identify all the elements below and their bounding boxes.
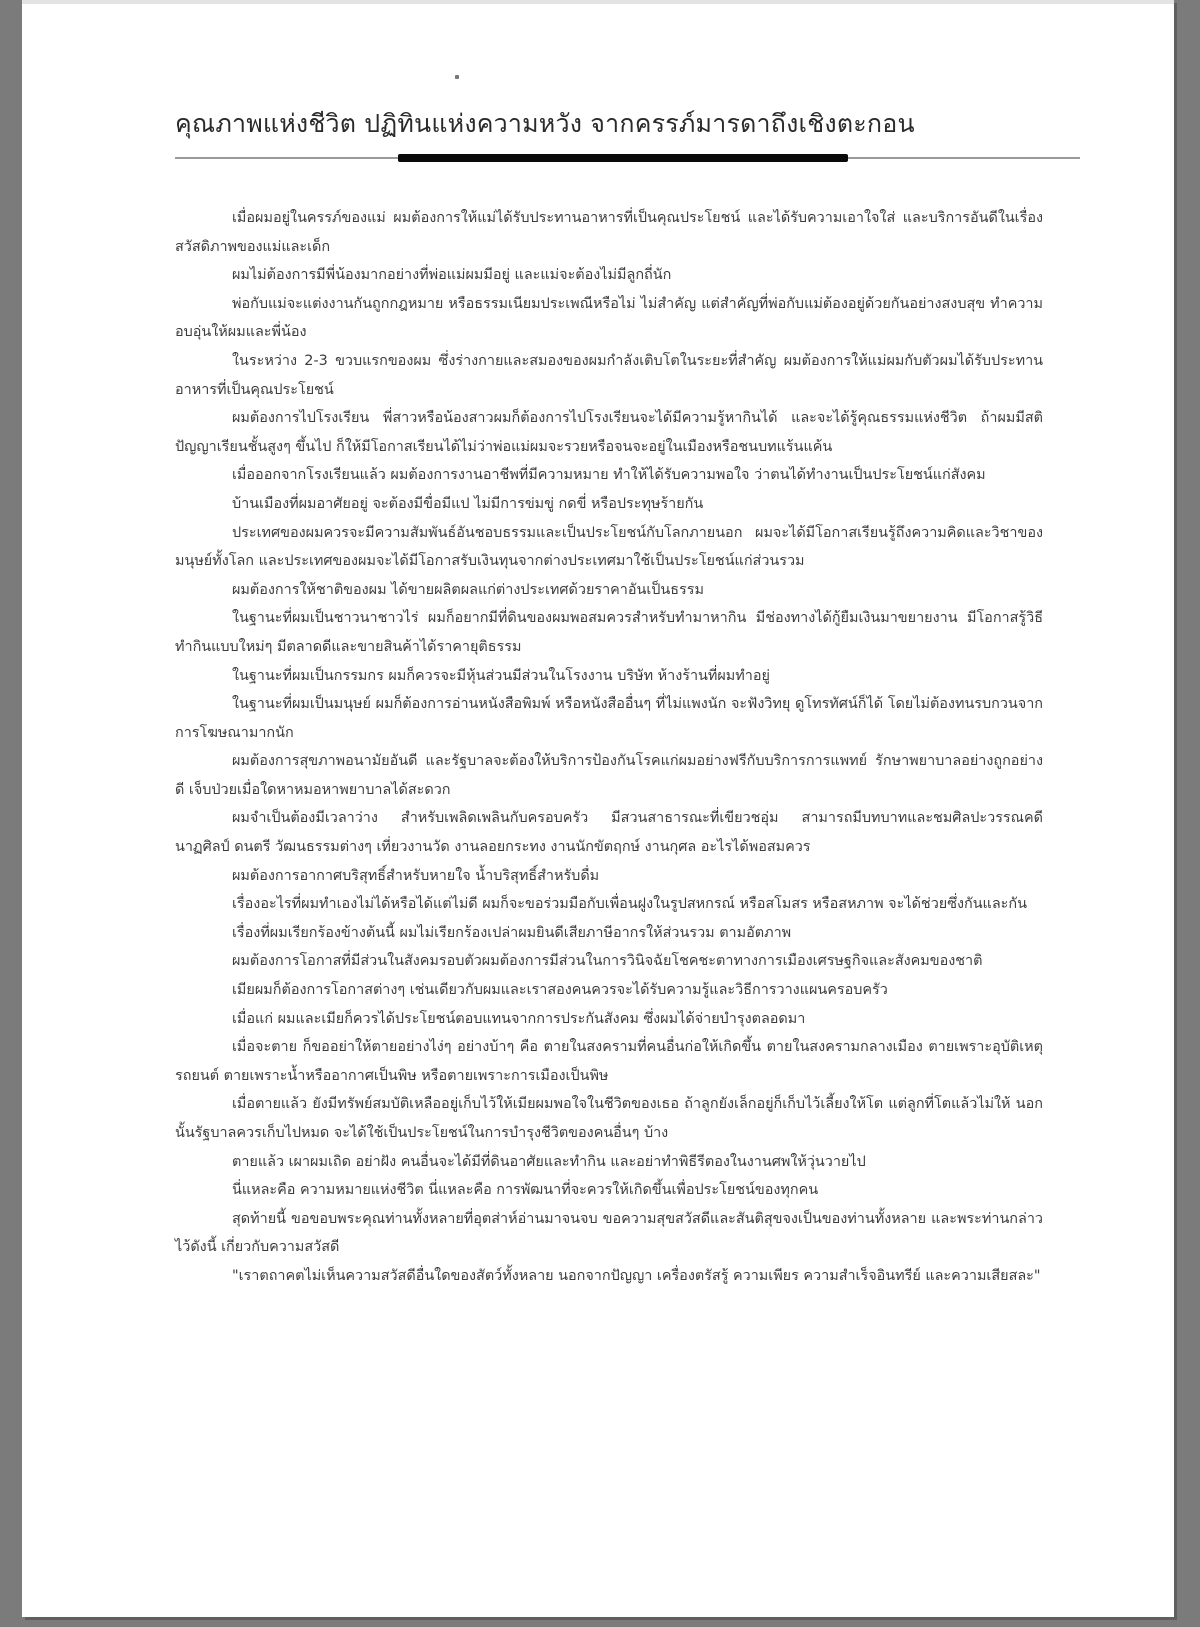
document-page [22,0,1174,1617]
paragraph: เรื่องที่ผมเรียกร้องข้างต้นนี้ ผมไม่เรียกร้องเปล่าผมยินดีเสียภาษีอากรให้ส่วนรวม ตามอัตภาพ [232,924,792,941]
title-rule-thick [398,154,848,162]
paragraph: ในฐานะที่ผมเป็นกรรมกร ผมก็ควรจะมีหุ้นส่วนมีส่วนในโรงงาน บริษัท ห้างร้านที่ผมทำอยู่ [232,667,770,684]
document-body [175,204,1043,1291]
document-title: คุณภาพแห่งชีวิต ปฏิทินแห่งความหวัง จากครรภ์มารดาถึงเชิงตะกอน [175,109,915,138]
paragraph: เมื่อผมอยู่ในครรภ์ของแม่ ผมต้องการให้แม่ได้รับประทานอาหารที่เป็นคุณประโยชน์ และได้รับความเอาใจใส่ และบริการอันดีในเรื่องสวัสดิภาพของแม่และเด็ก [175,210,1043,255]
paragraph: ผมต้องการโอกาสที่มีส่วนในสังคมรอบตัวผมต้องการมีส่วนในการวินิจฉัยโชคชะตาทางการเมืองเศรษฐกิจและสังคมของชาติ [232,953,983,970]
paragraph: ประเทศของผมควรจะมีความสัมพันธ์อันชอบธรรมและเป็นประโยชน์กับโลกภายนอก ผมจะได้มีโอกาสเรียนรู้ถึงความคิดและวิชาของมนุษย์ทั้งโลก และประเทศของผมจะได้มีโอกาสรับเงินทุนจากต่างประเทศมาใช้เป็นประโยชน์แก่ส่วนรวม [175,524,1043,570]
paragraph: เมื่อตายแล้ว ยังมีทรัพย์สมบัติเหลืออยู่เก็บไว้ให้เมียผมพอใจในชีวิตของเธอ ถ้าลูกยังเล็กอยู่ก็เก็บไว้เลี้ยงให้โต แต่ลูกที่โตแล้วไม่ให้ นอกนั้นรัฐบาลควรเก็บไปหมด จะได้ใช้เป็นประโยชน์ในการบำรุงชีวิตของคนอื่นๆ บ้าง [175,1096,1043,1141]
paragraph: พ่อกับแม่จะแต่งงานกันถูกกฎหมาย หรือธรรมเนียมประเพณีหรือไม่ ไม่สำคัญ แต่สำคัญที่พ่อกับแม่ต้องอยู่ด้วยกันอย่างสงบสุข ทำความอบอุ่นให้ผมและพี่น้อง [175,295,1043,341]
paragraph: ตายแล้ว เผาผมเถิด อย่าฝัง คนอื่นจะได้มีที่ดินอาศัยและทำกิน และอย่าทำพิธีรีตองในงานศพให้วุ่นวายไป [232,1153,866,1170]
paragraph: นี่แหละคือ ความหมายแห่งชีวิต นี่แหละคือ การพัฒนาที่จะควรให้เกิดขึ้นเพื่อประโยชน์ของทุกคน [232,1182,819,1199]
paragraph: บ้านเมืองที่ผมอาศัยอยู่ จะต้องมีขื่อมีแป ไม่มีการข่มขู่ กดขี่ หรือประทุษร้ายกัน [232,495,704,512]
paragraph: ผมต้องการไปโรงเรียน พี่สาวหรือน้องสาวผมก็ต้องการไปโรงเรียนจะได้มีความรู้หากินได้ และจะได้รู้คุณธรรมแห่งชีวิต ถ้าผมมีสติปัญญาเรียนชั้นสูงๆ ขึ้นไป ก็ให้มีโอกาสเรียนได้ไม่ว่าพ่อแม่ผมจะรวยหรือจนจะอยู่ในเมืองหรือชนบทแร้นแค้น [175,410,1043,455]
scan-speck [455,75,459,79]
paragraph: ผมต้องการอากาศบริสุทธิ์สำหรับหายใจ น้ำบริสุทธิ์สำหรับดื่ม [232,867,600,884]
paragraph: ในฐานะที่ผมเป็นชาวนาชาวไร่ ผมก็อยากมีที่ดินของผมพอสมควรสำหรับทำมาหากิน มีช่องทางได้กู้ยืมเงินมาขยายงาน มีโอกาสรู้วิธีทำกินแบบใหม่ๆ มีตลาดดีและขายสินค้าได้ราคายุติธรรม [175,610,1043,655]
paragraph: ในฐานะที่ผมเป็นมนุษย์ ผมก็ต้องการอ่านหนังสือพิมพ์ หรือหนังสืออื่นๆ ที่ไม่แพงนัก จะฟังวิทยุ ดูโทรทัศน์ก็ได้ โดยไม่ต้องทนรบกวนจากการโฆษณามากนัก [175,696,1043,741]
paragraph: เรื่องอะไรที่ผมทำเองไม่ได้หรือได้แต่ไม่ดี ผมก็จะขอร่วมมือกับเพื่อนฝูงในรูปสหกรณ์ หรือสโมสร หรือสหภาพ จะได้ช่วยซึ่งกันและกัน [232,896,1027,913]
paragraph: เมื่อแก่ ผมและเมียก็ควรได้ประโยชน์ตอบแทนจากการประกันสังคม ซึ่งผมได้จ่ายบำรุงตลอดมา [232,1010,806,1027]
paragraph: ในระหว่าง 2-3 ขวบแรกของผม ซึ่งร่างกายและสมองของผมกำลังเติบโตในระยะที่สำคัญ ผมต้องการให้แม่ผมกับตัวผมได้รับประทานอาหารที่เป็นคุณประโยชน์ [175,352,1043,398]
paragraph: ผมจำเป็นต้องมีเวลาว่าง สำหรับเพลิดเพลินกับครอบครัว มีสวนสาธารณะที่เขียวชอุ่ม สามารถมีบทบาทและชมศิลปะวรรณคดี นาฏศิลป์ ดนตรี วัฒนธรรมต่างๆ เที่ยวงานวัด งานลอยกระทง งานนักขัตฤกษ์ งานกุศล อะไรได้พอสมควร [175,810,1043,856]
paragraph: เมียผมก็ต้องการโอกาสต่างๆ เช่นเดียวกับผมและเราสองคนควรจะได้รับความรู้และวิธีการวางแผนครอบครัว [232,982,888,999]
paragraph: "เราตถาคตไม่เห็นความสวัสดีอื่นใดของสัตว์ทั้งหลาย นอกจากปัญญา เครื่องตรัสรู้ ความเพียร ความสำเร็จอินทรีย์ และความเสียสละ" [232,1267,1041,1284]
page-top-edge [22,0,1174,4]
paragraph: ผมต้องการสุขภาพอนามัยอันดี และรัฐบาลจะต้องให้บริการป้องกันโรคแก่ผมอย่างฟรีกับบริการการแพทย์ รักษาพยาบาลอย่างถูกอย่างดี เจ็บป่วยเมื่อใดหาหมอหาพยาบาลได้สะดวก [175,753,1043,798]
paragraph: ผมต้องการให้ชาติของผม ได้ขายผลิตผลแก่ต่างประเทศด้วยราคาอันเป็นธรรม [232,581,704,598]
paragraph: สุดท้ายนี้ ขอขอบพระคุณท่านทั้งหลายที่อุตส่าห์อ่านมาจนจบ ขอความสุขสวัสดีและสันติสุขจงเป็นของท่านทั้งหลาย และพระท่านกล่าวไว้ดังนี้ เกี่ยวกับความสวัสดี [175,1210,1043,1256]
paragraph: ผมไม่ต้องการมีพี่น้องมากอย่างที่พ่อแม่ผมมีอยู่ และแม่จะต้องไม่มีลูกถี่นัก [232,267,672,284]
paragraph: เมื่อจะตาย ก็ขออย่าให้ตายอย่างไง่ๆ อย่างบ้าๆ คือ ตายในสงครามที่คนอื่นก่อให้เกิดขึ้น ตายในสงครามกลางเมือง ตายเพราะอุบัติเหตุรถยนต์ ตายเพราะน้ำหรืออากาศเป็นพิษ หรือตายเพราะการเมืองเป็นพิษ [175,1039,1043,1084]
paragraph: เมื่อออกจากโรงเรียนแล้ว ผมต้องการงานอาชีพที่มีความหมาย ทำให้ได้รับความพอใจ ว่าตนได้ทำงานเป็นประโยชน์แก่สังคม [232,467,986,484]
